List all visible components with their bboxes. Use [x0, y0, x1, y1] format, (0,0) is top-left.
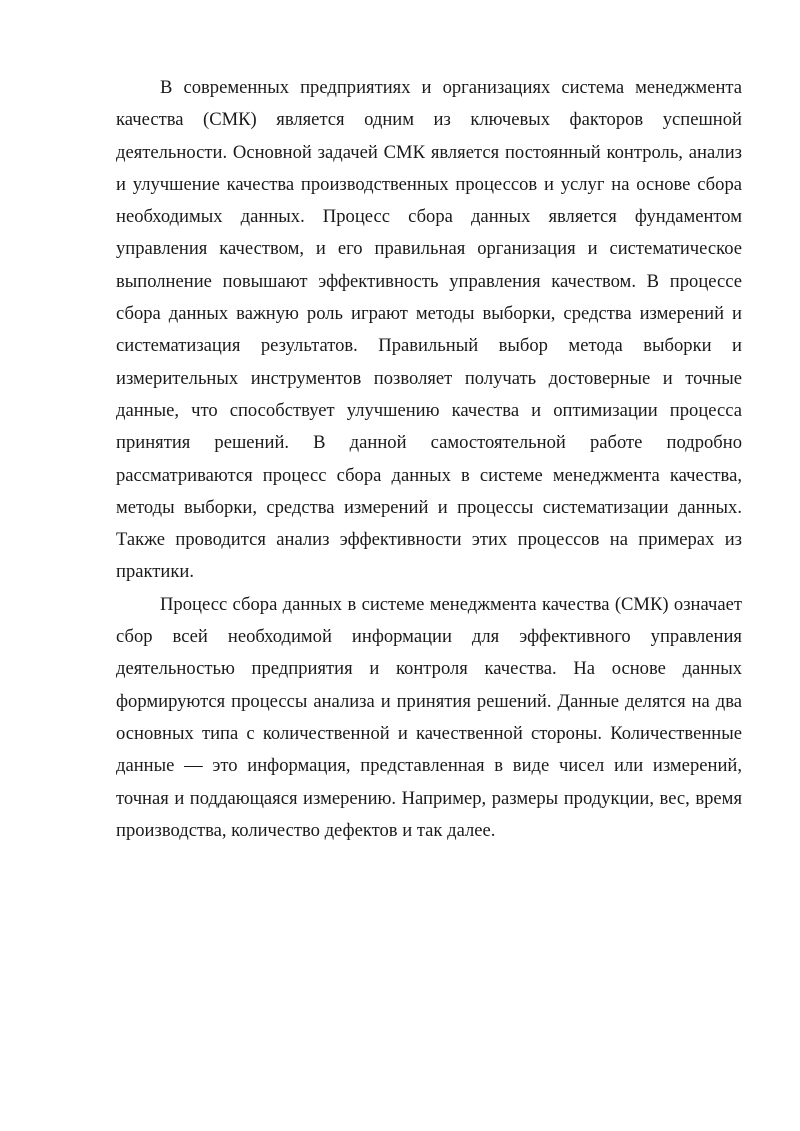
paragraph-intro: В современных предприятиях и организациях система менеджмента качества (СМК) является одним из ключевых факторов успешной деятельности. Основной задачей СМК является постоянный контроль, анализ и улучшение качества производственных процессов и услуг на основе сбора необходимых данных. Процесс сбора данных является фундаментом управления качеством, и его правильная организация и систематическое выполнение повышают эффективность управления качеством. В процессе сбора данных важную роль играют методы выборки, средства измерений и систематизация результатов. Правильный выбор метода выборки и измерительных инструментов позволяет получать достоверные и точные данные, что способствует улучшению качества и оптимизации процесса принятия решений. В данной самостоятельной работе подробно рассматриваются процесс сбора данных в системе менеджмента качества, методы выборки, средства измерений и процессы систематизации данных. Также проводится анализ эффективности этих процессов на примерах из практики. — [116, 77, 742, 583]
document-body — [116, 72, 742, 847]
paragraph-data-collection: Процесс сбора данных в системе менеджмента качества (СМК) означает сбор всей необходимой информации для эффективного управления деятельностью предприятия и контроля качества. На основе данных формируются процессы анализа и принятия решений. Данные делятся на два основных типа с количественной и качественной стороны. Количественные данные — это информация, представленная в виде чисел или измерений, точная и поддающаяся измерению. Например, размеры продукции, вес, время производства, количество дефектов и так далее. — [116, 593, 742, 841]
